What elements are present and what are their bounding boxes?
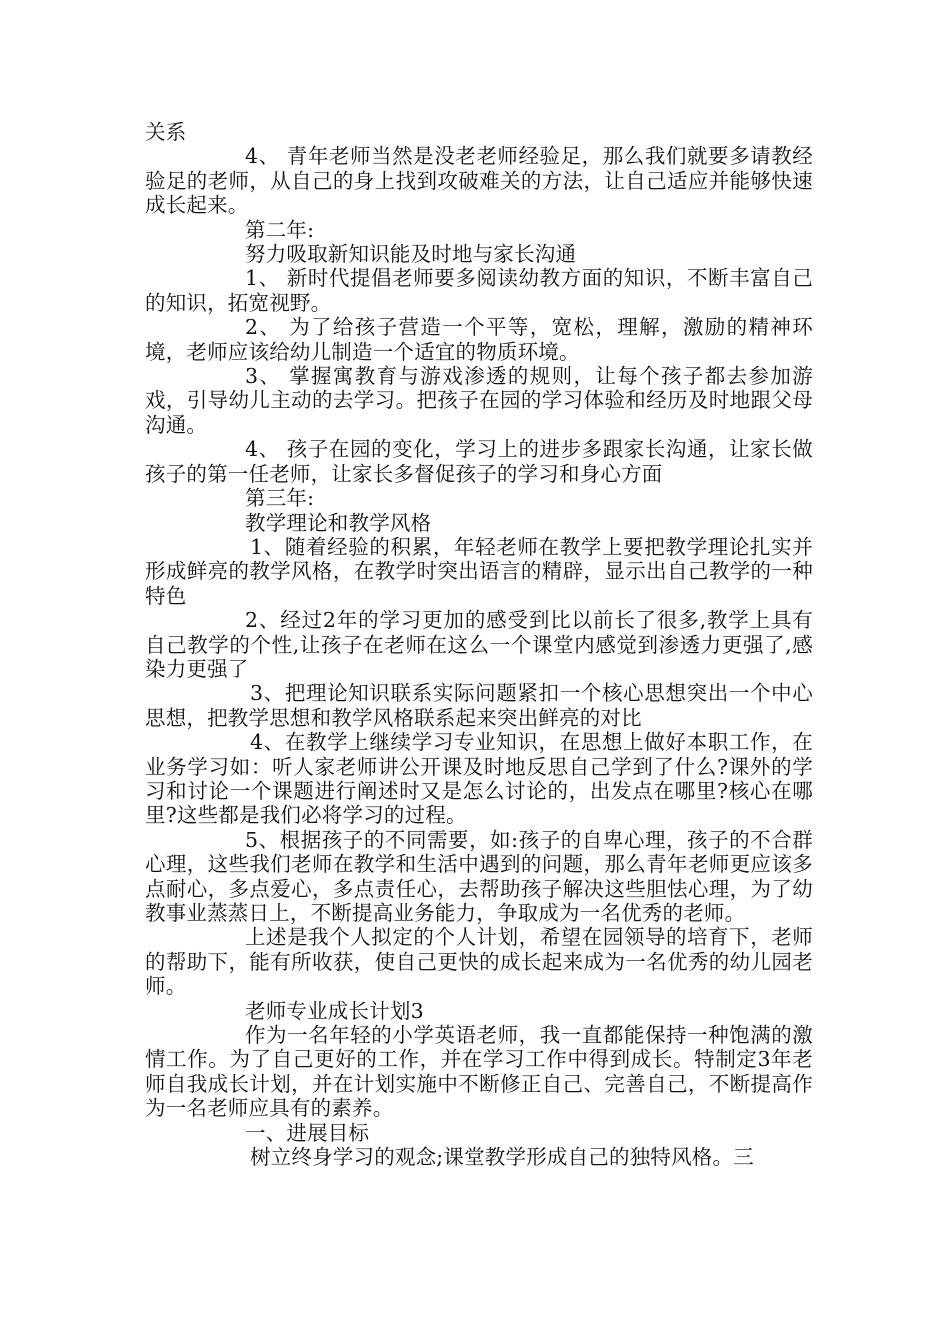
paragraph-intro: 作为一名年轻的小学英语老师，我一直都能保持一种饱满的激情工作。为了自己更好的工作，并在学习工作中得到成长。特制定3年老师自我成长计划，并在计划实施中不断修正自己、完善自己，不断提高作为一名老师应具有的素养。 <box>145 1023 813 1121</box>
section-subheading: 努力吸取新知识能及时地与家长沟通 <box>245 242 577 267</box>
paragraph-continuation: 关系 <box>145 120 187 144</box>
paragraph-item: 4、 青年老师当然是没老老师经验足，那么我们就要多请教经验足的老师，从自己的身上找到攻破难关的方法，让自己适应并能够快速成长起来。 <box>145 144 813 218</box>
paragraph-summary: 上述是我个人拟定的个人计划，希望在园领导的培育下，老师的帮助下，能有所收获，使自己更快的成长起来成为一名优秀的幼儿园老师。 <box>145 925 813 999</box>
paragraph-item: 2、 为了给孩子营造一个平等，宽松，理解，激励的精神环境，老师应该给幼儿制造一个适宜的物质环境。 <box>145 315 813 364</box>
paragraph-item: 3、把理论知识联系实际问题紧扣一个核心思想突出一个中心思想，把教学思想和教学风格联系起来突出鲜亮的对比 <box>145 681 813 730</box>
section-heading-year-two: 第二年: <box>245 217 315 242</box>
document-section-title: 老师专业成长计划3 <box>245 998 424 1023</box>
paragraph-item: 3、 掌握寓教育与游戏渗透的规则，让每个孩子都去参加游戏，引导幼儿主动的去学习。把孩子在园的学习体验和经历及时地跟父母沟通。 <box>145 364 813 437</box>
section-heading-year-three: 第三年: <box>245 486 315 511</box>
paragraph-item: 1、 新时代提倡老师要多阅读幼教方面的知识，不断丰富自己的知识，拓宽视野。 <box>145 266 813 315</box>
document-body <box>145 120 813 1169</box>
paragraph-item: 1、随着经验的积累，年轻老师在教学上要把教学理论扎实并形成鲜亮的教学风格，在教学时突出语言的精辟，显示出自己教学的一种特色 <box>145 534 813 608</box>
paragraph-item: 4、 孩子在园的变化，学习上的进步多跟家长沟通，让家长做孩子的第一任老师，让家长多督促孩子的学习和身心方面 <box>145 437 813 486</box>
section-subheading: 教学理论和教学风格 <box>245 510 432 535</box>
paragraph-item: 2、经过2年的学习更加的感受到比以前长了很多,教学上具有自己教学的个性,让孩子在老师在这么一个课堂内感觉到渗透力更强了,感染力更强了 <box>145 608 813 681</box>
paragraph-item: 5、根据孩子的不同需要，如:孩子的自卑心理，孩子的不合群心理，这些我们老师在教学和生活中遇到的问题，那么青年老师更应该多点耐心，多点爱心，多点责任心，去帮助孩子解决这些胆怯心理，为了幼教事业蒸蒸日上，不断提高业务能力，争取成为一名优秀的老师。 <box>145 827 813 925</box>
paragraph-item: 树立终身学习的观念;课堂教学形成自己的独特风格。三 <box>250 1145 754 1170</box>
section-heading-goals: 一、进展目标 <box>245 1120 370 1145</box>
paragraph-item: 4、在教学上继续学习专业知识，在思想上做好本职工作，在业务学习如：听人家老师讲公开课及时地反思自己学到了什么?课外的学习和讨论一个课题进行阐述时又是怎么讨论的，出发点在哪里?核心在哪里?这些都是我们必将学习的过程。 <box>145 730 813 828</box>
